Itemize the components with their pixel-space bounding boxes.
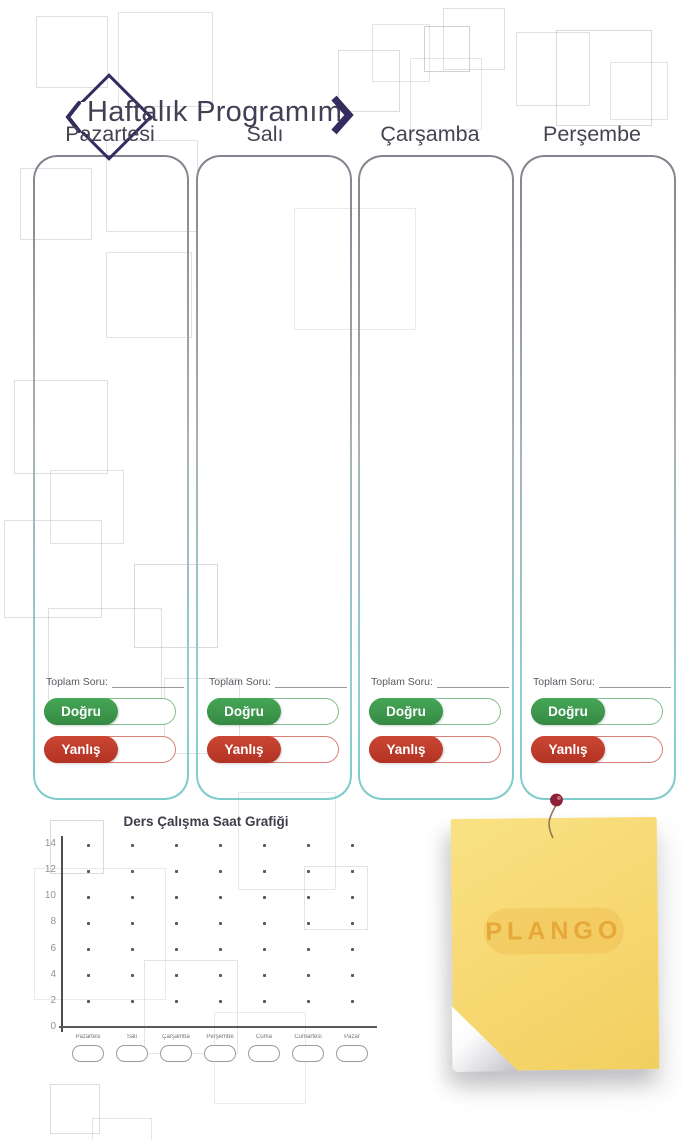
total-questions-row (371, 676, 509, 688)
x-tick-label: Çarşamba (162, 1034, 190, 1040)
wrong-field[interactable] (44, 736, 176, 763)
grid-dot (263, 948, 266, 951)
grid-dot (131, 974, 134, 977)
grid-dot (131, 896, 134, 899)
day-column-carsamba[interactable] (358, 155, 514, 800)
grid-dot (263, 896, 266, 899)
day-mark-oval[interactable] (72, 1045, 104, 1062)
x-tick-label: Pazartesi (75, 1034, 101, 1040)
day-header-persembe: Perşembe (543, 122, 641, 146)
grid-dot (87, 844, 90, 847)
correct-value-area[interactable] (607, 699, 656, 724)
correct-label: Doğru (44, 698, 118, 725)
grid-dot (219, 870, 222, 873)
x-tick-label: Cuma (255, 1034, 272, 1040)
grid-dot (131, 948, 134, 951)
x-axis-line (59, 1026, 377, 1028)
grid-dot (175, 974, 178, 977)
grid-dot (219, 1000, 222, 1003)
grid-dot (87, 870, 90, 873)
grid-dot (87, 896, 90, 899)
total-questions-label: Toplam Soru: (533, 676, 595, 688)
grid-dot (219, 844, 222, 847)
y-tick-label: 12 (44, 864, 56, 876)
day-column-pazartesi[interactable] (33, 155, 189, 800)
wrong-value-area[interactable] (607, 737, 656, 762)
grid-dot (219, 974, 222, 977)
chart-plot-area (30, 806, 386, 1096)
grid-dot (87, 948, 90, 951)
day-column-persembe[interactable] (520, 155, 676, 800)
grid-dot (307, 1000, 310, 1003)
grid-dot (175, 896, 178, 899)
grid-dot (263, 844, 266, 847)
day-mark-oval[interactable] (292, 1045, 324, 1062)
correct-value-area[interactable] (120, 699, 169, 724)
day-mark-oval[interactable] (248, 1045, 280, 1062)
day-mark-oval[interactable] (204, 1045, 236, 1062)
y-tick-label: 4 (50, 968, 56, 980)
day-header-carsamba: Çarşamba (380, 122, 480, 146)
x-tick-label: Pazar (344, 1034, 360, 1040)
correct-field[interactable] (44, 698, 176, 725)
grid-dot (87, 1000, 90, 1003)
grid-dot (87, 922, 90, 925)
grid-dot (131, 844, 134, 847)
x-tick-label: Perşembe (206, 1034, 234, 1040)
total-questions-input-line[interactable] (112, 676, 184, 688)
x-tick-label: Salı (126, 1034, 138, 1040)
correct-field[interactable] (531, 698, 663, 725)
pushpin-icon (536, 792, 577, 864)
wrong-label: Yanlış (207, 736, 281, 763)
total-questions-input-line[interactable] (275, 676, 347, 688)
grid-dot (307, 948, 310, 951)
bg-square-decoration (92, 1118, 152, 1140)
grid-dot (219, 896, 222, 899)
grid-dot (351, 1000, 354, 1003)
y-tick-label: 0 (50, 1021, 56, 1032)
y-tick-label: 14 (44, 838, 56, 849)
grid-dot (307, 896, 310, 899)
bg-square-decoration (410, 58, 482, 130)
wrong-field[interactable] (369, 736, 501, 763)
grid-dot (131, 922, 134, 925)
total-questions-label: Toplam Soru: (46, 676, 108, 688)
grid-dot (263, 870, 266, 873)
study-hours-chart (30, 806, 386, 1096)
y-tick-label: 6 (50, 942, 56, 954)
day-header-pazartesi: Pazartesi (65, 122, 155, 146)
correct-label: Doğru (207, 698, 281, 725)
grid-dot (131, 870, 134, 873)
grid-dot (175, 948, 178, 951)
total-questions-input-line[interactable] (599, 676, 671, 688)
day-header-sali: Salı (246, 122, 284, 146)
grid-dot (87, 974, 90, 977)
wrong-label: Yanlış (531, 736, 605, 763)
grid-dot (351, 974, 354, 977)
correct-field[interactable] (207, 698, 339, 725)
grid-dot (219, 922, 222, 925)
y-axis-line (61, 836, 63, 1032)
correct-label: Doğru (531, 698, 605, 725)
day-mark-oval[interactable] (160, 1045, 192, 1062)
wrong-label: Yanlış (44, 736, 118, 763)
chart-title: Ders Çalışma Saat Grafiği (123, 814, 289, 829)
total-questions-input-line[interactable] (437, 676, 509, 688)
grid-dot (175, 922, 178, 925)
grid-dot (263, 974, 266, 977)
total-questions-row (46, 676, 184, 688)
grid-dot (175, 1000, 178, 1003)
grid-dot (175, 844, 178, 847)
grid-dot (175, 870, 178, 873)
correct-value-area[interactable] (283, 699, 332, 724)
page-title: Haftalık Programım (87, 96, 343, 128)
x-tick-label: Cumartesi (294, 1034, 322, 1040)
day-column-sali[interactable] (196, 155, 352, 800)
total-questions-row (533, 676, 671, 688)
total-questions-row (209, 676, 347, 688)
page-curl (452, 1005, 519, 1072)
wrong-field[interactable] (207, 736, 339, 763)
grid-dot (351, 870, 354, 873)
grid-dot (351, 844, 354, 847)
correct-label: Doğru (369, 698, 443, 725)
day-mark-oval[interactable] (336, 1045, 368, 1062)
wrong-value-area[interactable] (283, 737, 332, 762)
day-mark-oval[interactable] (116, 1045, 148, 1062)
y-tick-label: 8 (50, 916, 56, 928)
grid-dot (263, 922, 266, 925)
grid-dot (307, 922, 310, 925)
grid-dot (351, 896, 354, 899)
bg-square-decoration (610, 62, 668, 120)
wrong-value-area[interactable] (120, 737, 169, 762)
total-questions-label: Toplam Soru: (209, 676, 271, 688)
total-questions-label: Toplam Soru: (371, 676, 433, 688)
grid-dot (263, 1000, 266, 1003)
wrong-field[interactable] (531, 736, 663, 763)
grid-dot (219, 948, 222, 951)
y-tick-label: 10 (44, 890, 56, 902)
y-tick-label: 2 (50, 994, 56, 1006)
sticky-note (451, 817, 660, 1071)
wrong-label: Yanlış (369, 736, 443, 763)
grid-dot (307, 870, 310, 873)
brand-watermark: PLANGO (484, 907, 624, 954)
grid-dot (351, 922, 354, 925)
correct-field[interactable] (369, 698, 501, 725)
grid-dot (131, 1000, 134, 1003)
grid-dot (307, 974, 310, 977)
header (30, 36, 350, 128)
correct-value-area[interactable] (445, 699, 494, 724)
wrong-value-area[interactable] (445, 737, 494, 762)
grid-dot (351, 948, 354, 951)
grid-dot (307, 844, 310, 847)
